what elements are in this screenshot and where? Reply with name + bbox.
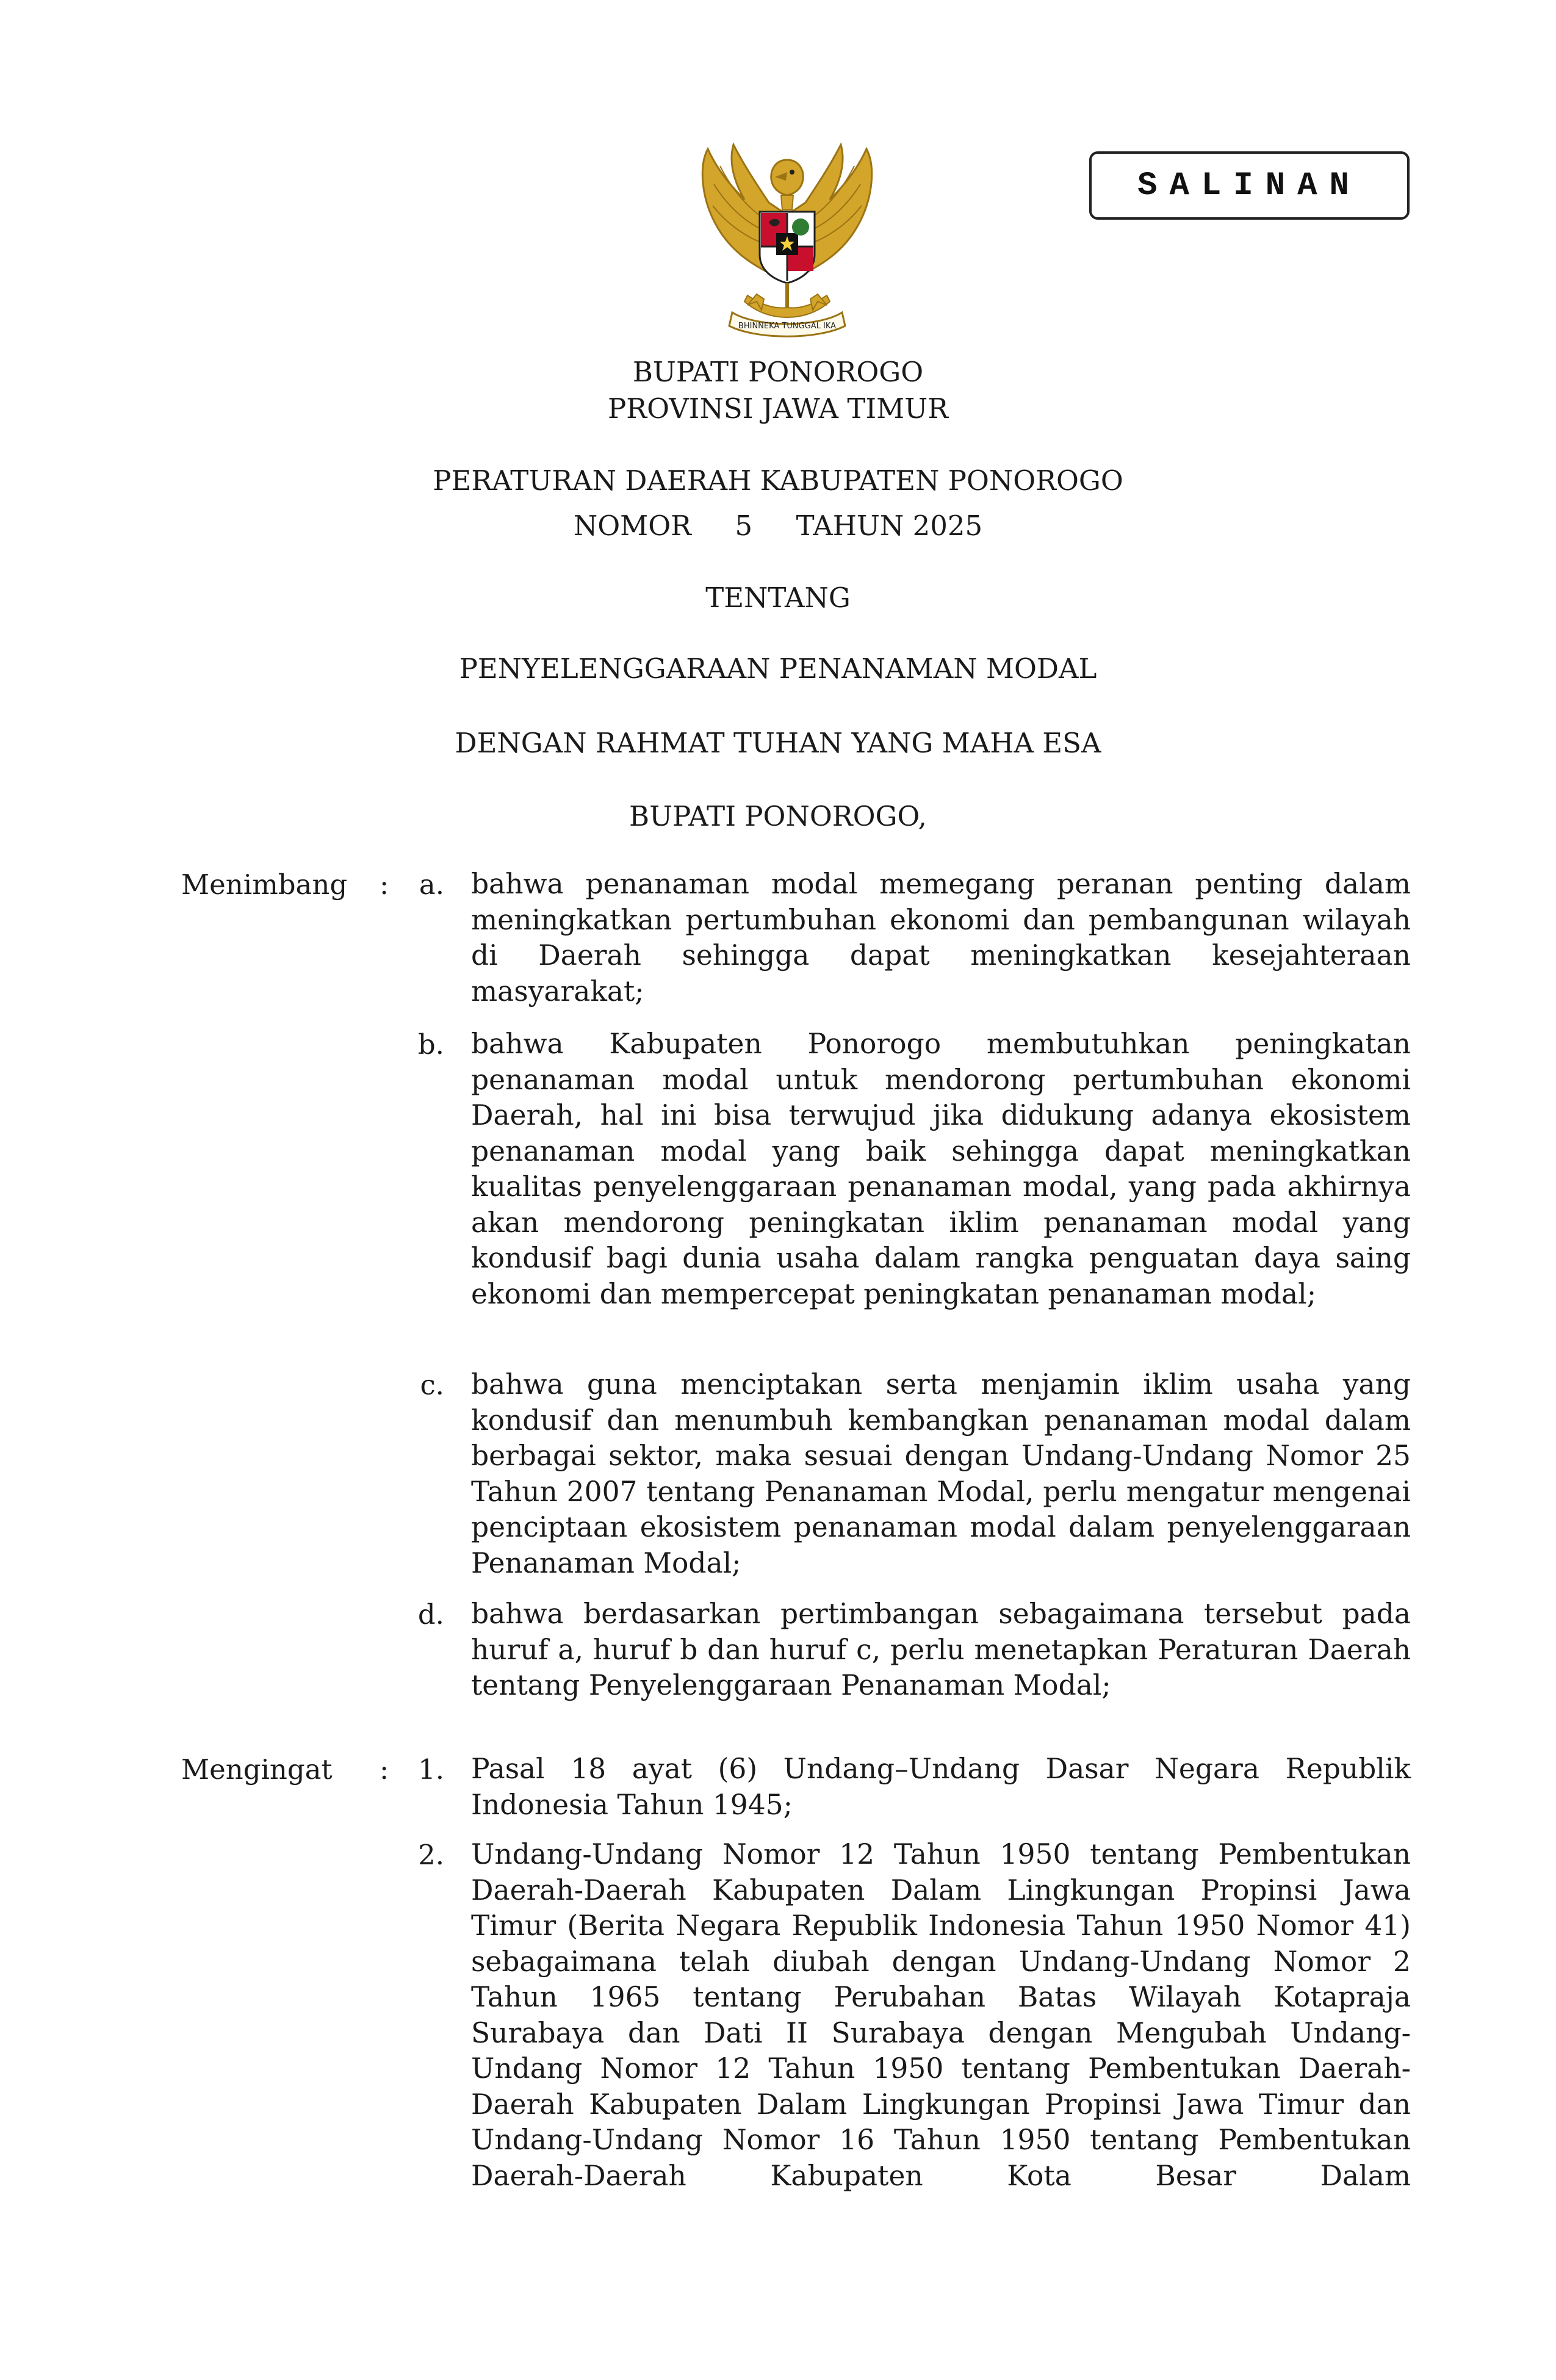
item-text: Undang-Undang Nomor 12 Tahun 1950 tentang Pembentukan Daerah-Daerah Kabupaten Dalam Lingkungan Propinsi Jawa Timur (Berita Negara Republik Indonesia Tahun 1950 Nomor 41) sebagaimana telah diubah dengan Undang-Undang Nomor 2 Tahun 1965 tentang Perubahan Batas Wilayah Kotapraja Surabaya dan Dati II Surabaya dengan Mengubah Undang-Undang Nomor 12 Tahun 1950 tentang Pembentukan Daerah-Daerah Kabupaten Dalam Lingkungan Propinsi Jawa Timur dan Undang-Undang Nomor 16 Tahun 1950 tentang Pembentukan Daerah-Daerah Kabupaten Kota Besar Dalam [471, 1838, 1411, 2192]
item-marker: a. [419, 868, 444, 901]
mengingat-colon: : [380, 1753, 389, 1786]
header-line-1: BUPATI PONOROGO [632, 356, 924, 388]
item-text: bahwa berdasarkan pertimbangan sebagaimana tersebut pada huruf a, huruf b dan huruf c, perlu menetapkan Peraturan Daerah tentang Penyelenggaraan Penanaman Modal; [471, 1598, 1411, 1701]
about-heading: TENTANG [705, 582, 851, 614]
menimbang-colon: : [380, 868, 389, 901]
item-marker: d. [417, 1598, 444, 1631]
preamble: DENGAN RAHMAT TUHAN YANG MAHA ESA [455, 727, 1101, 759]
emblem-motto: BHINNEKA TUNGGAL IKA [738, 322, 837, 331]
item-text: bahwa Kabupaten Ponorogo membutuhkan peningkatan penanaman modal untuk mendorong pertumbuhan ekonomi Daerah, hal ini bisa terwujud jika didukung adanya ekosistem penanaman modal yang baik sehingga dapat meningkatkan kualitas penyelenggaraan penanaman modal, yang pada akhirnya akan mendorong peningkatan iklim penanaman modal yang kondusif bagi dunia usaha dalam rangka penguatan daya saing ekonomi dan mempercepat peningkatan penanaman modal; [471, 1028, 1411, 1310]
regulation-number: NOMOR 5 TAHUN 2025 [573, 510, 983, 542]
item-marker: c. [420, 1369, 444, 1401]
item-marker: 1. [418, 1753, 444, 1786]
garuda-pancasila-emblem-icon [696, 142, 879, 343]
issuer: BUPATI PONOROGO, [629, 800, 927, 832]
item-marker: b. [417, 1028, 444, 1061]
salinan-stamp: SALINAN [1089, 151, 1410, 220]
item-text: bahwa penanaman modal memegang peranan penting dalam meningkatkan pertumbuhan ekonomi dan pembangunan wilayah di Daerah sehingga dapat meningkatkan kesejahteraan masyarakat; [471, 868, 1411, 1008]
regulation-title: PERATURAN DAERAH KABUPATEN PONOROGO [433, 464, 1123, 497]
regulation-subject: PENYELENGGARAAN PENANAMAN MODAL [459, 652, 1097, 685]
item-marker: 2. [418, 1839, 444, 1871]
header-line-2: PROVINSI JAWA TIMUR [607, 392, 949, 425]
menimbang-label: Menimbang [181, 868, 348, 901]
mengingat-label: Mengingat [181, 1753, 333, 1786]
item-text: Pasal 18 ayat (6) Undang–Undang Dasar Negara Republik Indonesia Tahun 1945; [471, 1753, 1411, 1821]
item-text: bahwa guna menciptakan serta menjamin iklim usaha yang kondusif dan menumbuh kembangkan penanaman modal dalam berbagai sektor, maka sesuai dengan Undang-Undang Nomor 25 Tahun 2007 tentang Penanaman Modal, perlu mengatur mengenai penciptaan ekosistem penanaman modal dalam penyelenggaraan Penanaman Modal; [471, 1368, 1411, 1579]
